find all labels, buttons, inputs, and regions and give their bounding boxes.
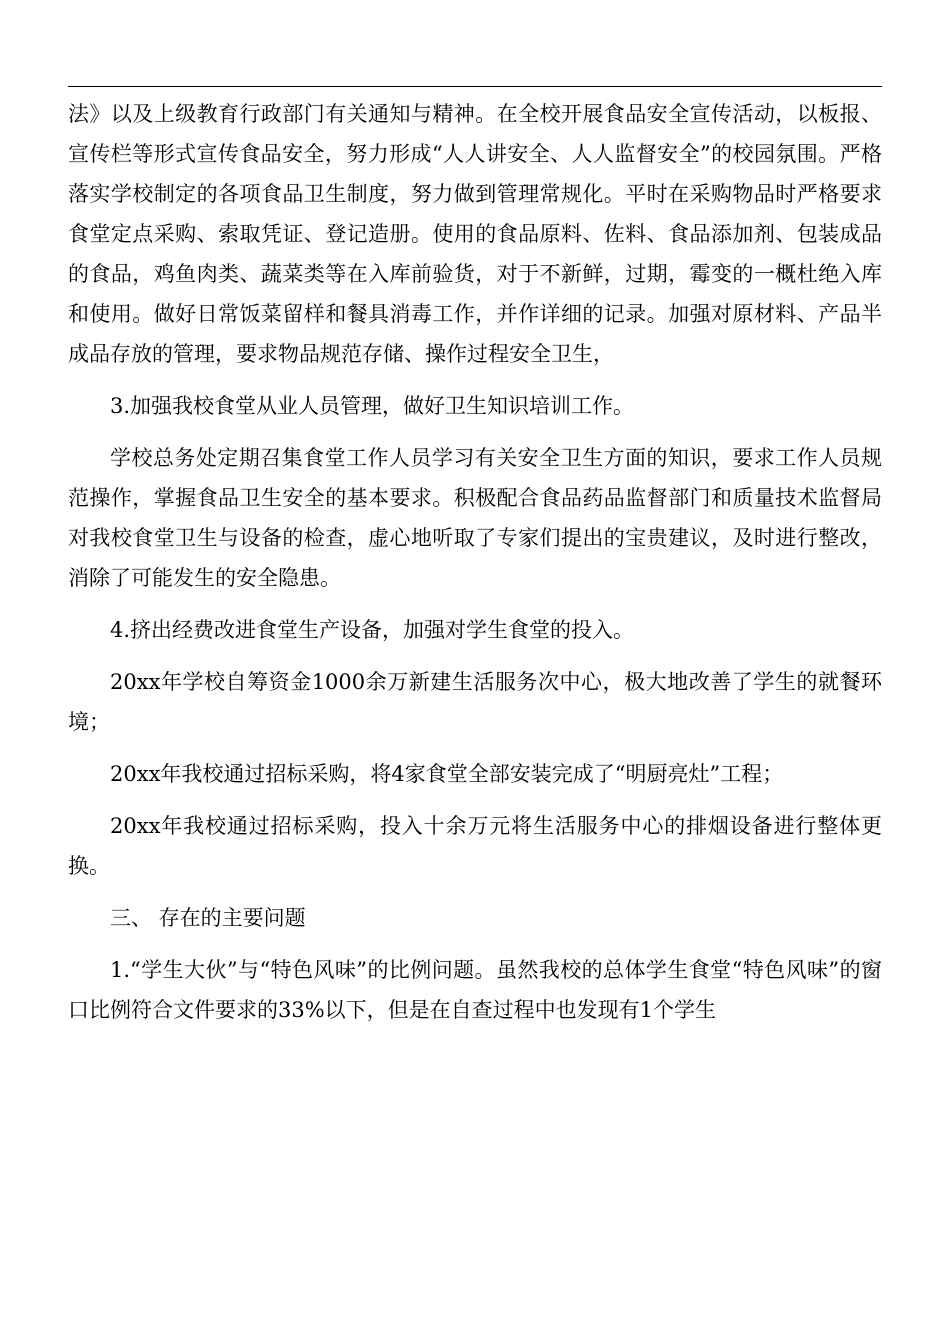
paragraph-food-safety-management: 法》以及上级教育行政部门有关通知与精神。在全校开展食品安全宣传活动，以板报、宣传栏等形式宣传食品安全，努力形成“人人讲安全、人人监督安全”的校园氛围。严格落实学校制定的各项食品卫生制度，努力做到管理常规化。平时在采购物品时严格要求食堂定点采购、索取凭证、登记造册。使用的食品原料、佐料、食品添加剂、包装成品的食品，鸡鱼肉类、蔬菜类等在入库前验货，对于不新鲜，过期，霉变的一概杜绝入库和使用。做好日常饭菜留样和餐具消毒工作，并作详细的记录。加强对原材料、产品半成品存放的管理，要求物品规范存储、操作过程安全卫生， — [68, 102, 882, 366]
paragraph-staff-training: 学校总务处定期召集食堂工作人员学习有关安全卫生方面的知识，要求工作人员规范操作，掌握食品卫生安全的基本要求。积极配合食品药品监督部门和质量技术监督局对我校食堂卫生与设备的检查，虚心地听取了专家们提出的宝贵建议，及时进行整改，消除了可能发生的安全隐患。 — [68, 446, 882, 590]
paragraph-investment-service-center: 20xx年学校自筹资金1000余万新建生活服务次中心，极大地改善了学生的就餐环境； — [68, 670, 882, 734]
paragraph-item-4-heading: 4.挤出经费改进食堂生产设备，加强对学生食堂的投入。 — [110, 618, 635, 642]
paragraph-investment-kitchen: 20xx年我校通过招标采购，将4家食堂全部安装完成了“明厨亮灶”工程； — [110, 762, 784, 786]
header-rule — [68, 86, 882, 87]
paragraph-item-3-heading: 3.加强我校食堂从业人员管理，做好卫生知识培训工作。 — [110, 394, 635, 418]
paragraph-investment-exhaust: 20xx年我校通过招标采购，投入十余万元将生活服务中心的排烟设备进行整体更换。 — [68, 814, 882, 878]
section-heading-main-problems: 三、 存在的主要问题 — [110, 906, 306, 930]
document-body — [68, 94, 882, 1030]
paragraph-problem-1: 1.“学生大伙”与“特色风味”的比例问题。虽然我校的总体学生食堂“特色风味”的窗口比例符合文件要求的33%以下，但是在自查过程中也发现有1个学生 — [68, 958, 882, 1022]
